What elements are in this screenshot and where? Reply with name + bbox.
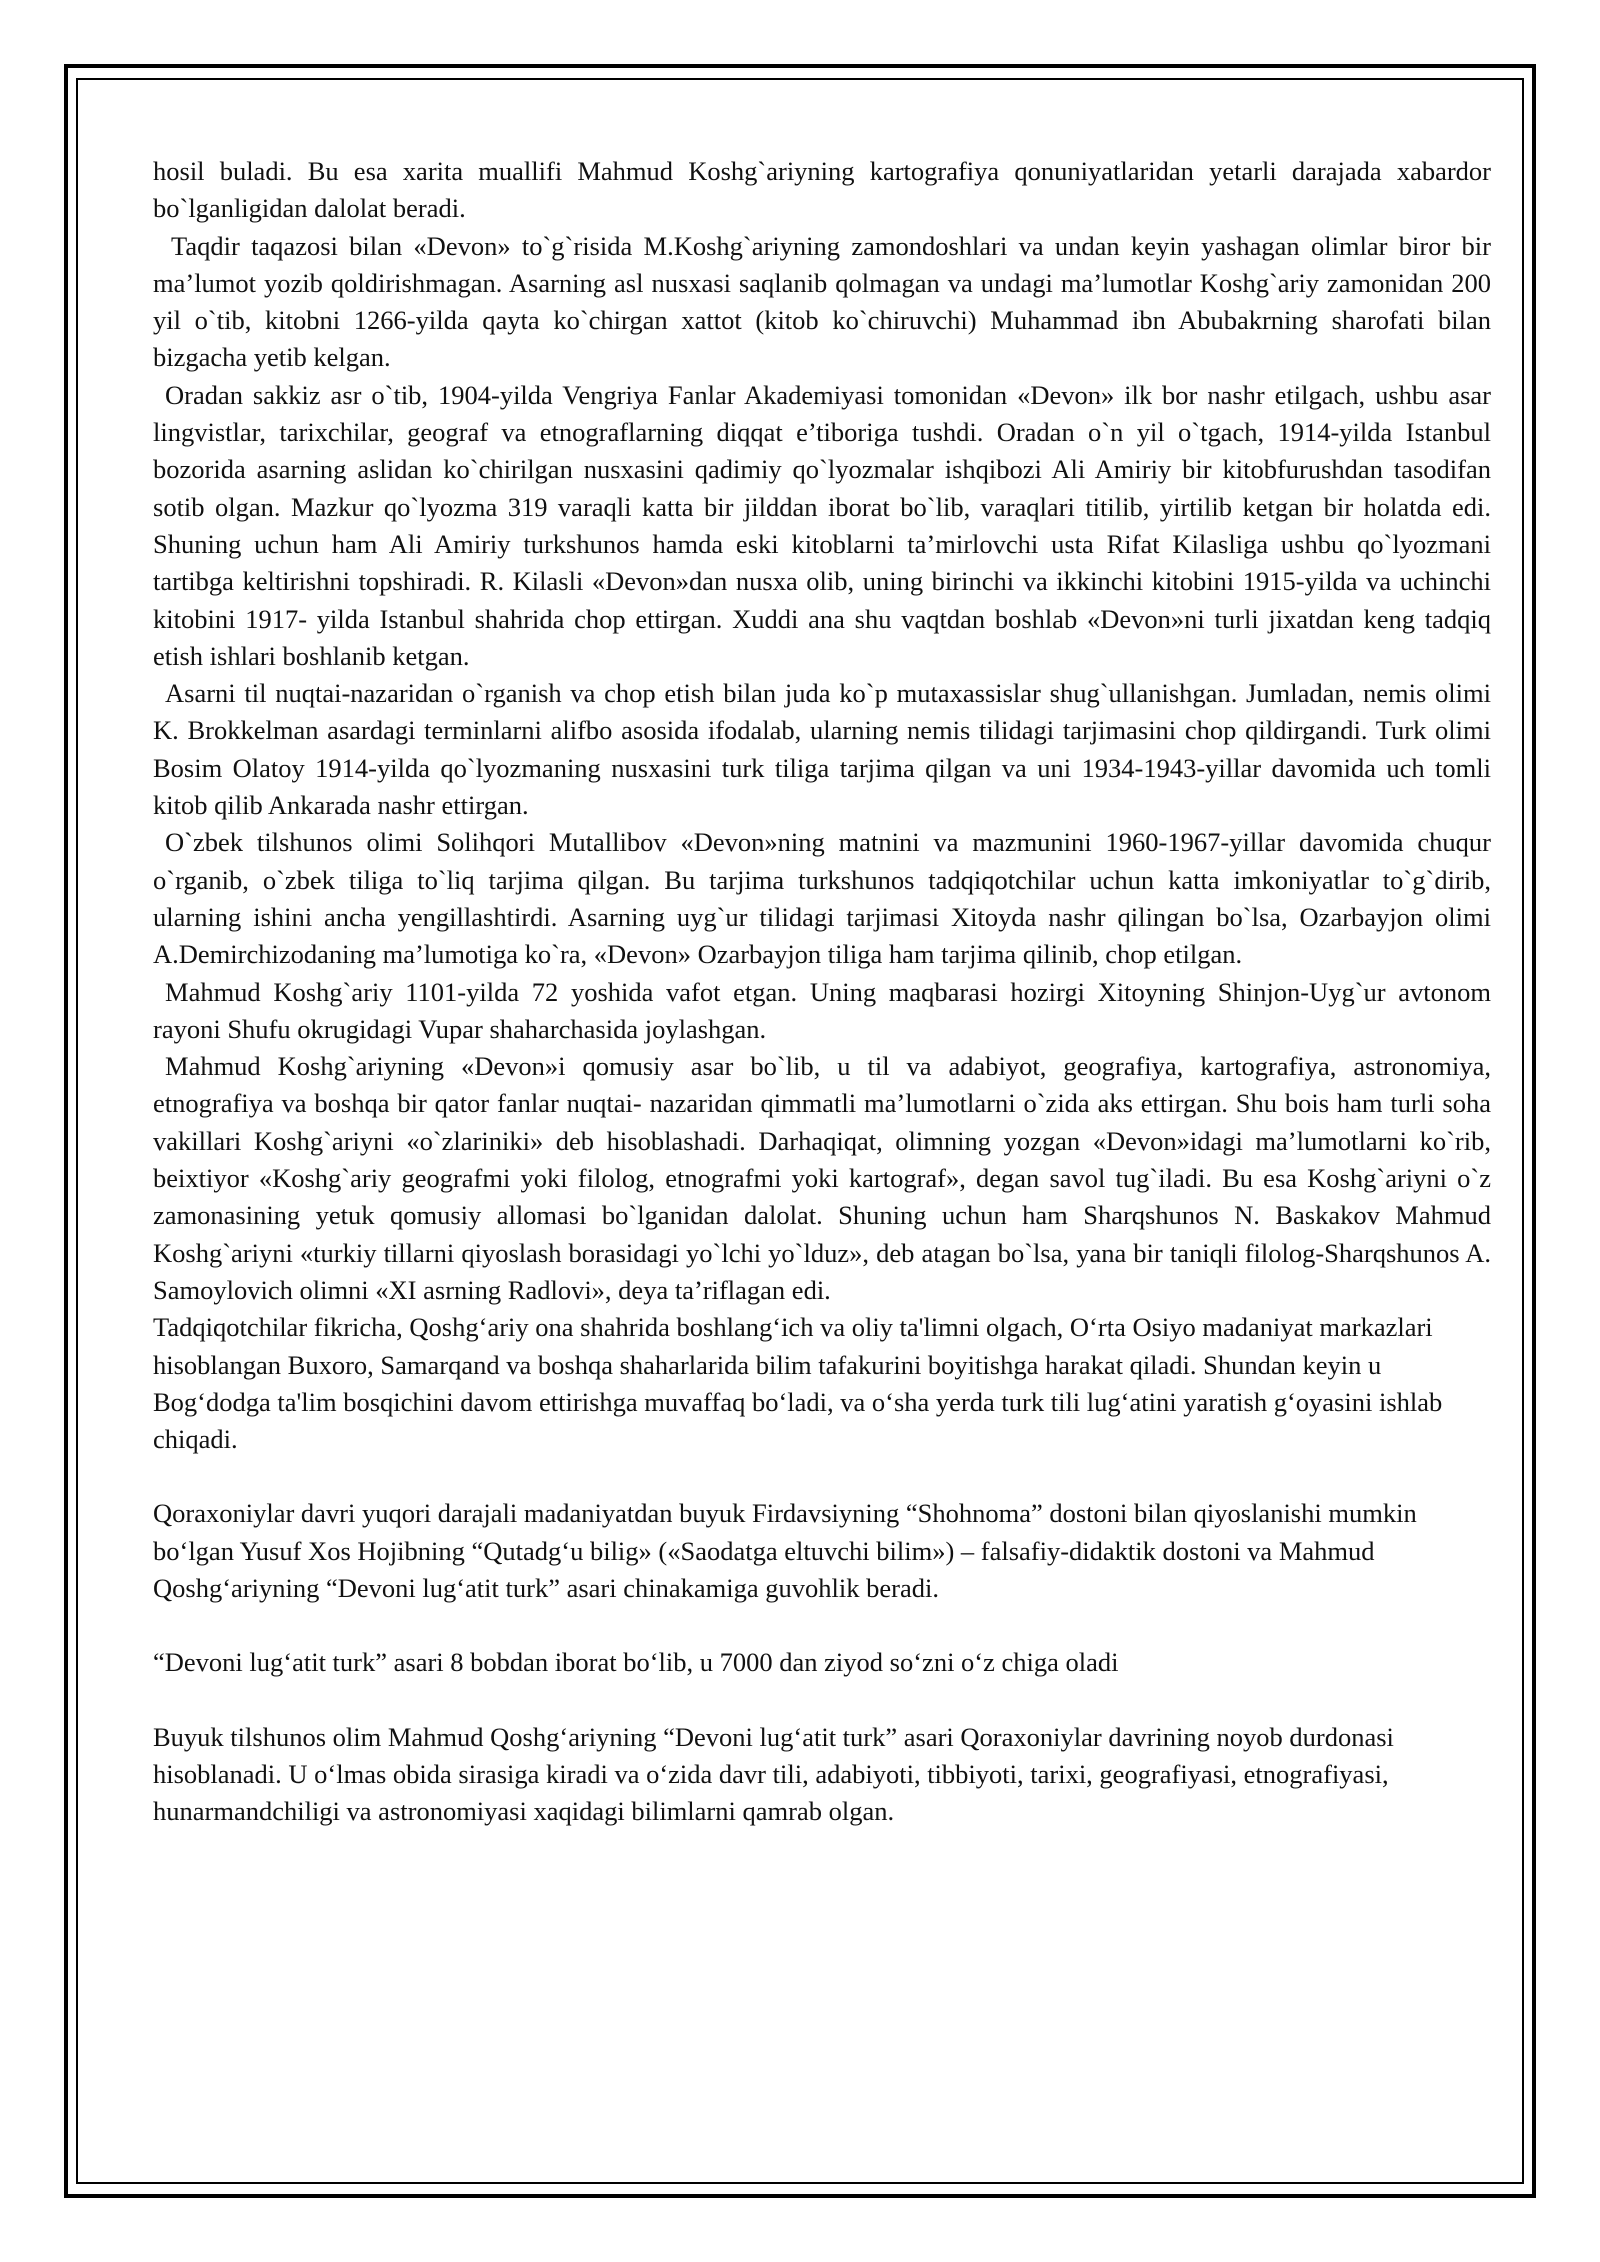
spacer xyxy=(153,1607,1491,1644)
spacer xyxy=(153,1458,1491,1495)
main-text xyxy=(153,153,1491,1458)
paragraph: Taqdir taqazosi bilan «Devon» to`g`risida M.Koshg`ariyning zamondoshlari va undan keyin yashagan olimlar biror bir ma’lumot yozib qoldirishmagan. Asarning asl nusxasi saqlanib qolmagan va undagi ma’lumotlar Koshg`ariy zamonidan 200 yil o`tib, kitobni 1266-yilda qayta ko`chirgan xattot (kitob ko`chiruvchi) Muhammad ibn Abubakrning sharofati bilan bizgacha yetib kelgan. xyxy=(153,230,1491,373)
document-body xyxy=(153,153,1491,1830)
paragraph: Tadqiqotchilar fikricha, Qoshg‘ariy ona shahrida boshlang‘ich va oliy ta'limni olgach, O‘rta Osiyo madaniyat markazlari hisoblangan Buxoro, Samarqand va boshqa shaharlarida bilim tafakurini boyitishga harakat qiladi. Shundan keyin u Bog‘dodga ta'lim bosqichini davom ettirishga muvaffaq bo‘ladi, va o‘sha yerda turk tili lug‘atini yaratish g‘oyasini ishlab chiqadi. xyxy=(153,1312,1443,1455)
paragraph: Mahmud Koshg`ariyning «Devon»i qomusiy asar bo`lib, u til va adabiyot, geografiya, kartografiya, astronomiya, etnografiya va boshqa bir qator fanlar nuqtai- nazaridan qimmatli ma’lumotlarni o`zida aks ettirgan. Shu bois ham turli soha vakillari Koshg`ariyni «o`zlariniki» deb hisoblashadi. Darhaqiqat, olimning yozgan «Devon»idagi ma’lumotlarni ko`rib, beixtiyor «Koshg`ariy geografmi yoki filolog, etnografmi yoki kartograf», degan savol tug`iladi. Bu esa Koshg`ariyni o`z zamonasining yetuk qomusiy allomasi bo`lganidan dalolat. Shuning uchun ham Sharqshunos N. Baskakov Mahmud Koshg`ariyni «turkiy tillarni qiyoslash borasidagi yo`lchi yo`lduz», deb atagan bo`lsa, yana bir taniqli filolog-Sharqshunos A. Samoylovich olimni «XI asrning Radlovi», deya ta’riflagan edi. xyxy=(153,1051,1491,1305)
paragraph: O`zbek tilshunos olimi Solihqori Mutallibov «Devon»ning matnini va mazmunini 1960-1967-yillar davomida chuqur o`rganib, o`zbek tiliga to`liq tarjima qilgan. Bu tarjima turkshunos tadqiqotchilar uchun katta imkoniyatlar to`g`dirib, ularning ishini ancha yengillashtirdi. Asarning uyg`ur tilidagi tarjimasi Xitoyda nashr qilingan bo`lsa, Ozarbayjon olimi A.Demirchizodaning ma’lumotiga ko`ra, «Devon» Ozarbayjon tiliga ham tarjima qilinib, chop etilgan. xyxy=(153,827,1491,970)
paragraph: Asarni til nuqtai-nazaridan o`rganish va chop etish bilan juda ko`p mutaxassislar shug`ullanishgan. Jumladan, nemis olimi K. Brokkelman asardagi terminlarni alifbo asosida ifodalab, ularning nemis tilidagi tarjimasini chop qildirgandi. Turk olimi Bosim Olatoy 1914-yilda qo`lyozmaning nusxasini turk tiliga tarjima qilgan va uni 1934-1943-yillar davomida uch tomli kitob qilib Ankarada nashr ettirgan. xyxy=(153,678,1491,821)
paragraph: Mahmud Koshg`ariy 1101-yilda 72 yoshida vafot etgan. Uning maqbarasi hozirgi Xitoyning Shinjon-Uyg`ur avtonom rayoni Shufu okrugidagi Vupar shaharchasida joylashgan. xyxy=(153,976,1491,1044)
section-paragraph: “Devoni lug‘atit turk” asari 8 bobdan iborat bo‘lib, u 7000 dan ziyod so‘zni o‘z chiga oladi xyxy=(153,1647,1119,1678)
section-paragraph: Buyuk tilshunos olim Mahmud Qoshg‘ariyning “Devoni lug‘atit turk” asari Qoraxoniylar davrining noyob durdonasi hisoblanadi. U o‘lmas obida sirasiga kiradi va o‘zida davr tili, adabiyoti, tibbiyoti, tarixi, geografiyasi, etnografiyasi, hunarmandchiligi va astronomiyasi xaqidagi bilimlarni qamrab olgan. xyxy=(153,1721,1394,1827)
paragraph: hosil buladi. Bu esa xarita muallifi Mahmud Koshg`ariyning kartografiya qonuniyatlaridan yetarli darajada xabardor bo`lganligidan dalolat beradi. xyxy=(153,156,1491,224)
section-paragraph: Qoraxoniylar davri yuqori darajali madaniyatdan buyuk Firdavsiyning “Shohnoma” dostoni bilan qiyoslanishi mumkin bo‘lgan Yusuf Xos Hojibning “Qutadg‘u bilig» («Saodatga eltuvchi bilim») – falsafiy-didaktik dostoni va Mahmud Qoshg‘ariyning “Devoni lug‘atit turk” asari chinakamiga guvohlik beradi. xyxy=(153,1498,1417,1603)
spacer xyxy=(153,1682,1491,1719)
paragraph: Oradan sakkiz asr o`tib, 1904-yilda Vengriya Fanlar Akademiyasi tomonidan «Devon» ilk bor nashr etilgach, ushbu asar lingvistlar, tarixchilar, geograf va etnograflarning diqqat e’tiboriga tushdi. Oradan o`n yil o`tgach, 1914-yilda Istanbul bozorida asarning aslidan ko`chirilgan nusxasini qadimiy qo`lyozmalar ishqibozi Ali Amiriy bir kitobfurushdan tasodifan sotib olgan. Mazkur qo`lyozma 319 varaqli katta bir jilddan iborat bo`lib, varaqlari titilib, yirtilib ketgan bir holatda edi. Shuning uchun ham Ali Amiriy turkshunos hamda eski kitoblarni ta’mirlovchi usta Rifat Kilasliga ushbu qo`lyozmani tartibga keltirishni topshiradi. R. Kilasli «Devon»dan nusxa olib, uning birinchi va ikkinchi kitobini 1915-yilda va uchinchi kitobini 1917- yilda Istanbul shahrida chop ettirgan. Xuddi ana shu vaqtdan boshlab «Devon»ni turli jixatdan keng tadqiq etish ishlari boshlanib ketgan. xyxy=(153,379,1491,671)
